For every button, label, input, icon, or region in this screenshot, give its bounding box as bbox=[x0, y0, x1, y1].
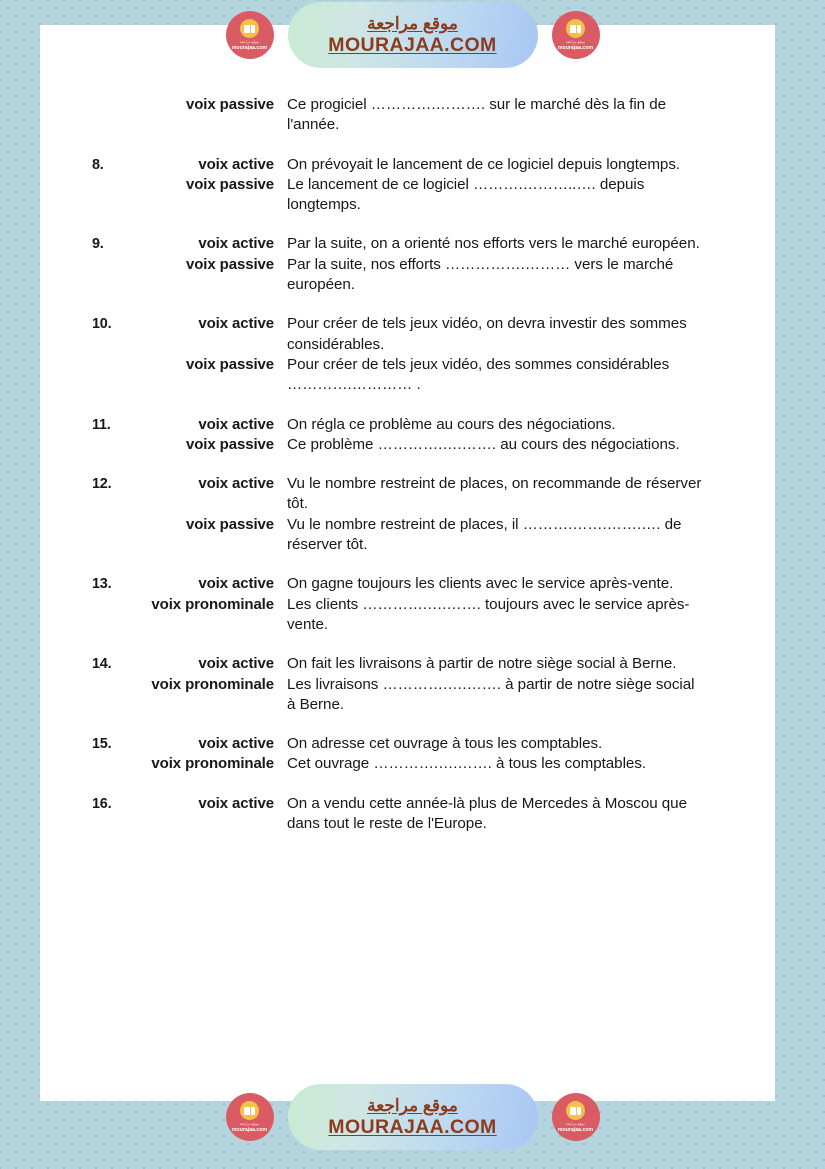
voice-label: voix active bbox=[198, 155, 274, 173]
voice-label: voix passive bbox=[185, 355, 274, 373]
voice-row bbox=[92, 355, 702, 396]
book-glyph bbox=[570, 1107, 581, 1115]
exercise-number: 8. bbox=[92, 156, 104, 173]
sentence-text: Pour créer de tels jeux vidéo, des sommes considérables ………….………… . bbox=[287, 355, 670, 394]
exercise-number: 15. bbox=[92, 736, 112, 753]
watermark-domain-text: MOURAJAA.COM bbox=[328, 1115, 497, 1138]
exercise-block bbox=[92, 95, 702, 136]
exercise-block bbox=[92, 155, 702, 216]
voice-row bbox=[92, 175, 702, 216]
exercise-number: 11. bbox=[92, 416, 111, 433]
exercise-block bbox=[92, 574, 702, 635]
exercise-block bbox=[92, 314, 702, 395]
voice-label: voix passive bbox=[185, 255, 274, 273]
voice-label: voix passive bbox=[185, 515, 274, 533]
logo-arabic-caption: موقع مراجعة bbox=[565, 40, 586, 45]
exercise-number: 14. bbox=[92, 656, 112, 673]
voice-label: voix pronominale bbox=[151, 675, 274, 693]
sentence-text: Les livraisons ………….….……. à partir de notre siège social à Berne. bbox=[287, 675, 695, 713]
logo-arabic-caption: موقع مراجعة bbox=[239, 40, 260, 45]
exercise-block bbox=[92, 734, 702, 775]
sentence-text: Par la suite, on a orienté nos efforts vers le marché européen. bbox=[287, 235, 700, 253]
voice-label: voix active bbox=[198, 575, 274, 593]
voice-row bbox=[92, 734, 702, 754]
watermark-domain-text: MOURAJAA.COM bbox=[328, 33, 497, 56]
voice-label: voix passive bbox=[185, 175, 274, 193]
voice-row bbox=[92, 515, 702, 556]
sentence-text: Vu le nombre restreint de places, on recommande de réserver tôt. bbox=[287, 475, 702, 513]
voice-label: voix active bbox=[198, 735, 274, 753]
sentence-text: On fait les livraisons à partir de notre siège social à Berne. bbox=[287, 655, 677, 673]
open-book-icon bbox=[240, 1101, 259, 1120]
sentence-text: Par la suite, nos efforts …………….……… vers le marché européen. bbox=[287, 255, 674, 294]
voice-row bbox=[92, 794, 702, 835]
logo-arabic-caption: موقع مراجعة bbox=[565, 1122, 586, 1127]
voice-row bbox=[92, 435, 702, 455]
exercise-list bbox=[92, 95, 702, 834]
logo-caption: mourajaa.com bbox=[231, 1126, 268, 1133]
voice-label: voix active bbox=[198, 655, 274, 673]
exercise-block bbox=[92, 234, 702, 295]
voice-label: voix active bbox=[198, 315, 274, 333]
exercise-number: 9. bbox=[92, 236, 104, 253]
sentence-text: On a vendu cette année-là plus de Mercedes à Moscou que dans tout le reste de l'Europe. bbox=[287, 794, 687, 833]
exercise-block bbox=[92, 654, 702, 715]
logo-caption: mourajaa.com bbox=[231, 44, 268, 51]
book-glyph bbox=[244, 1107, 255, 1115]
sentence-text: Vu le nombre restreint de places, il ……….…….…….…. de réserver tôt. bbox=[287, 515, 682, 554]
voice-row bbox=[92, 474, 702, 515]
open-book-icon bbox=[566, 1101, 585, 1120]
voice-label: voix active bbox=[198, 235, 274, 253]
voice-row bbox=[92, 155, 702, 175]
sentence-text: Le lancement de ce logiciel ……….………..…. depuis longtemps. bbox=[287, 175, 645, 214]
watermark-arabic-text: موقع مراجعة bbox=[367, 13, 458, 33]
voice-label: voix passive bbox=[185, 96, 274, 113]
sentence-text: Les clients ………….….……. toujours avec le service après-vente. bbox=[287, 595, 690, 633]
sentence-text: On régla ce problème au cours des négociations. bbox=[287, 415, 616, 433]
voice-label: voix pronominale bbox=[151, 595, 274, 613]
logo-caption: mourajaa.com bbox=[557, 1126, 594, 1133]
voice-row bbox=[92, 234, 702, 254]
voice-label: voix active bbox=[198, 475, 274, 493]
exercise-block bbox=[92, 794, 702, 835]
voice-row bbox=[92, 95, 702, 136]
voice-row bbox=[92, 595, 702, 636]
voice-row bbox=[92, 255, 702, 296]
sentence-text: Ce progiciel ………….………. sur le marché dès la fin de l'année. bbox=[287, 96, 667, 134]
logo-arabic-caption: موقع مراجعة bbox=[239, 1122, 260, 1127]
exercise-number: 10. bbox=[92, 316, 112, 333]
voice-row bbox=[92, 675, 702, 716]
voice-row bbox=[92, 754, 702, 774]
voice-label: voix active bbox=[198, 794, 274, 812]
voice-row bbox=[92, 574, 702, 594]
sentence-text: Ce problème ………….….……. au cours des négociations. bbox=[287, 435, 680, 453]
voice-label: voix pronominale bbox=[151, 755, 274, 773]
sentence-text: On gagne toujours les clients avec le service après-vente. bbox=[287, 575, 674, 593]
exercise-number: 12. bbox=[92, 476, 112, 493]
voice-row bbox=[92, 314, 702, 355]
logo-caption: mourajaa.com bbox=[557, 44, 594, 51]
exercise-number: 16. bbox=[92, 795, 112, 812]
exercise-number: 13. bbox=[92, 576, 112, 593]
voice-row bbox=[92, 415, 702, 435]
voice-label: voix passive bbox=[185, 435, 274, 453]
voice-row bbox=[92, 654, 702, 674]
sentence-text: On adresse cet ouvrage à tous les comptables. bbox=[287, 735, 603, 753]
sentence-text: Pour créer de tels jeux vidéo, on devra investir des sommes considérables. bbox=[287, 315, 687, 353]
exercise-block bbox=[92, 415, 702, 456]
sentence-text: On prévoyait le lancement de ce logiciel depuis longtemps. bbox=[287, 155, 681, 173]
sentence-text: Cet ouvrage ………….….……. à tous les comptables. bbox=[287, 755, 647, 773]
watermark-arabic-text: موقع مراجعة bbox=[367, 1095, 458, 1115]
voice-label: voix active bbox=[198, 415, 274, 433]
exercise-block bbox=[92, 474, 702, 555]
